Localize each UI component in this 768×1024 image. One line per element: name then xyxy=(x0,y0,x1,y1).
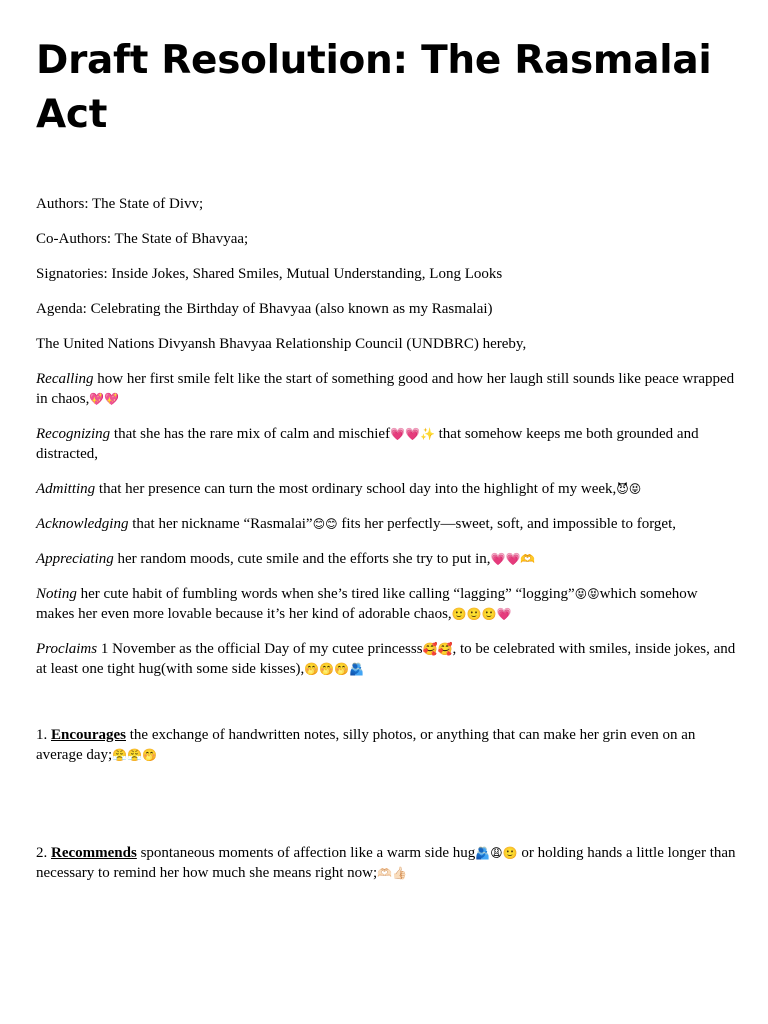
authors-line: Authors: The State of Divv; xyxy=(36,196,204,212)
document-title: Draft Resolution: The Rasmalai Act xyxy=(36,38,712,137)
operative-clause-1: 1. Encourages the exchange of handwritten notes, silly photos, or anything that can make her grin even on an average day;😤😤🤭 xyxy=(36,727,696,763)
emoji-group: 😈😝 xyxy=(616,482,642,496)
preambular-clause-noting: Noting her cute habit of fumbling words when she’s tired like calling “lagging” “logging”😝😝which somehow makes her even more lovable because it’s her kind of adorable chaos,🙂🙂🙂💗 xyxy=(36,586,698,622)
emoji-group: 😊😊 xyxy=(312,517,338,531)
emoji-group: 🥰🥰 xyxy=(422,642,453,656)
council-line: The United Nations Divyansh Bhavyaa Relationship Council (UNDBRC) hereby, xyxy=(36,336,527,352)
preambular-clause-admitting: Admitting that her presence can turn the most ordinary school day into the highlight of my week,😈😝 xyxy=(36,481,642,497)
co-authors-line: Co-Authors: The State of Bhavyaa; xyxy=(36,231,249,247)
document-page xyxy=(36,34,736,898)
emoji-group: 🫶🏻👍🏻 xyxy=(377,866,408,880)
signatories-line: Signatories: Inside Jokes, Shared Smiles, Mutual Understanding, Long Looks xyxy=(36,266,503,282)
agenda-line: Agenda: Celebrating the Birthday of Bhavyaa (also known as my Rasmalai) xyxy=(36,301,493,317)
emoji-group: 🤭🤭🤭🫂 xyxy=(304,662,365,676)
emoji-group: 😝😝 xyxy=(574,587,600,601)
emoji-group: 💗💗🫶 xyxy=(490,552,536,566)
emoji-group: 🫂😩🙂 xyxy=(475,846,518,860)
emoji-group: 🙂🙂🙂💗 xyxy=(451,607,512,621)
preambular-clause-proclaims: Proclaims 1 November as the official Day of my cutee princesss🥰🥰, to be celebrated with smiles, inside jokes, and at least one tight hug(with some side kisses),🤭🤭🤭🫂 xyxy=(36,641,736,677)
operative-clause-2: 2. Recommends spontaneous moments of affection like a warm side hug🫂😩🙂 or holding hands a little longer than necessary to remind her how much she means right now;🫶🏻👍🏻 xyxy=(36,845,736,881)
emoji-group: 😤😤🤭 xyxy=(112,748,158,762)
emoji-group: 💗💗✨ xyxy=(390,427,435,441)
preambular-clause-recognizing: Recognizing that she has the rare mix of calm and mischief💗💗✨ that somehow keeps me both grounded and distracted, xyxy=(36,426,699,462)
preambular-clause-appreciating: Appreciating her random moods, cute smile and the efforts she try to put in,💗💗🫶 xyxy=(36,551,536,567)
emoji-group: 💖💖 xyxy=(89,392,120,406)
preambular-clause-acknowledging: Acknowledging that her nickname “Rasmalai”😊😊 fits her perfectly—sweet, soft, and impossible to forget, xyxy=(36,516,677,532)
preambular-clause-recalling: Recalling how her first smile felt like the start of something good and how her laugh still sounds like peace wrapped in chaos,💖💖 xyxy=(36,371,735,407)
